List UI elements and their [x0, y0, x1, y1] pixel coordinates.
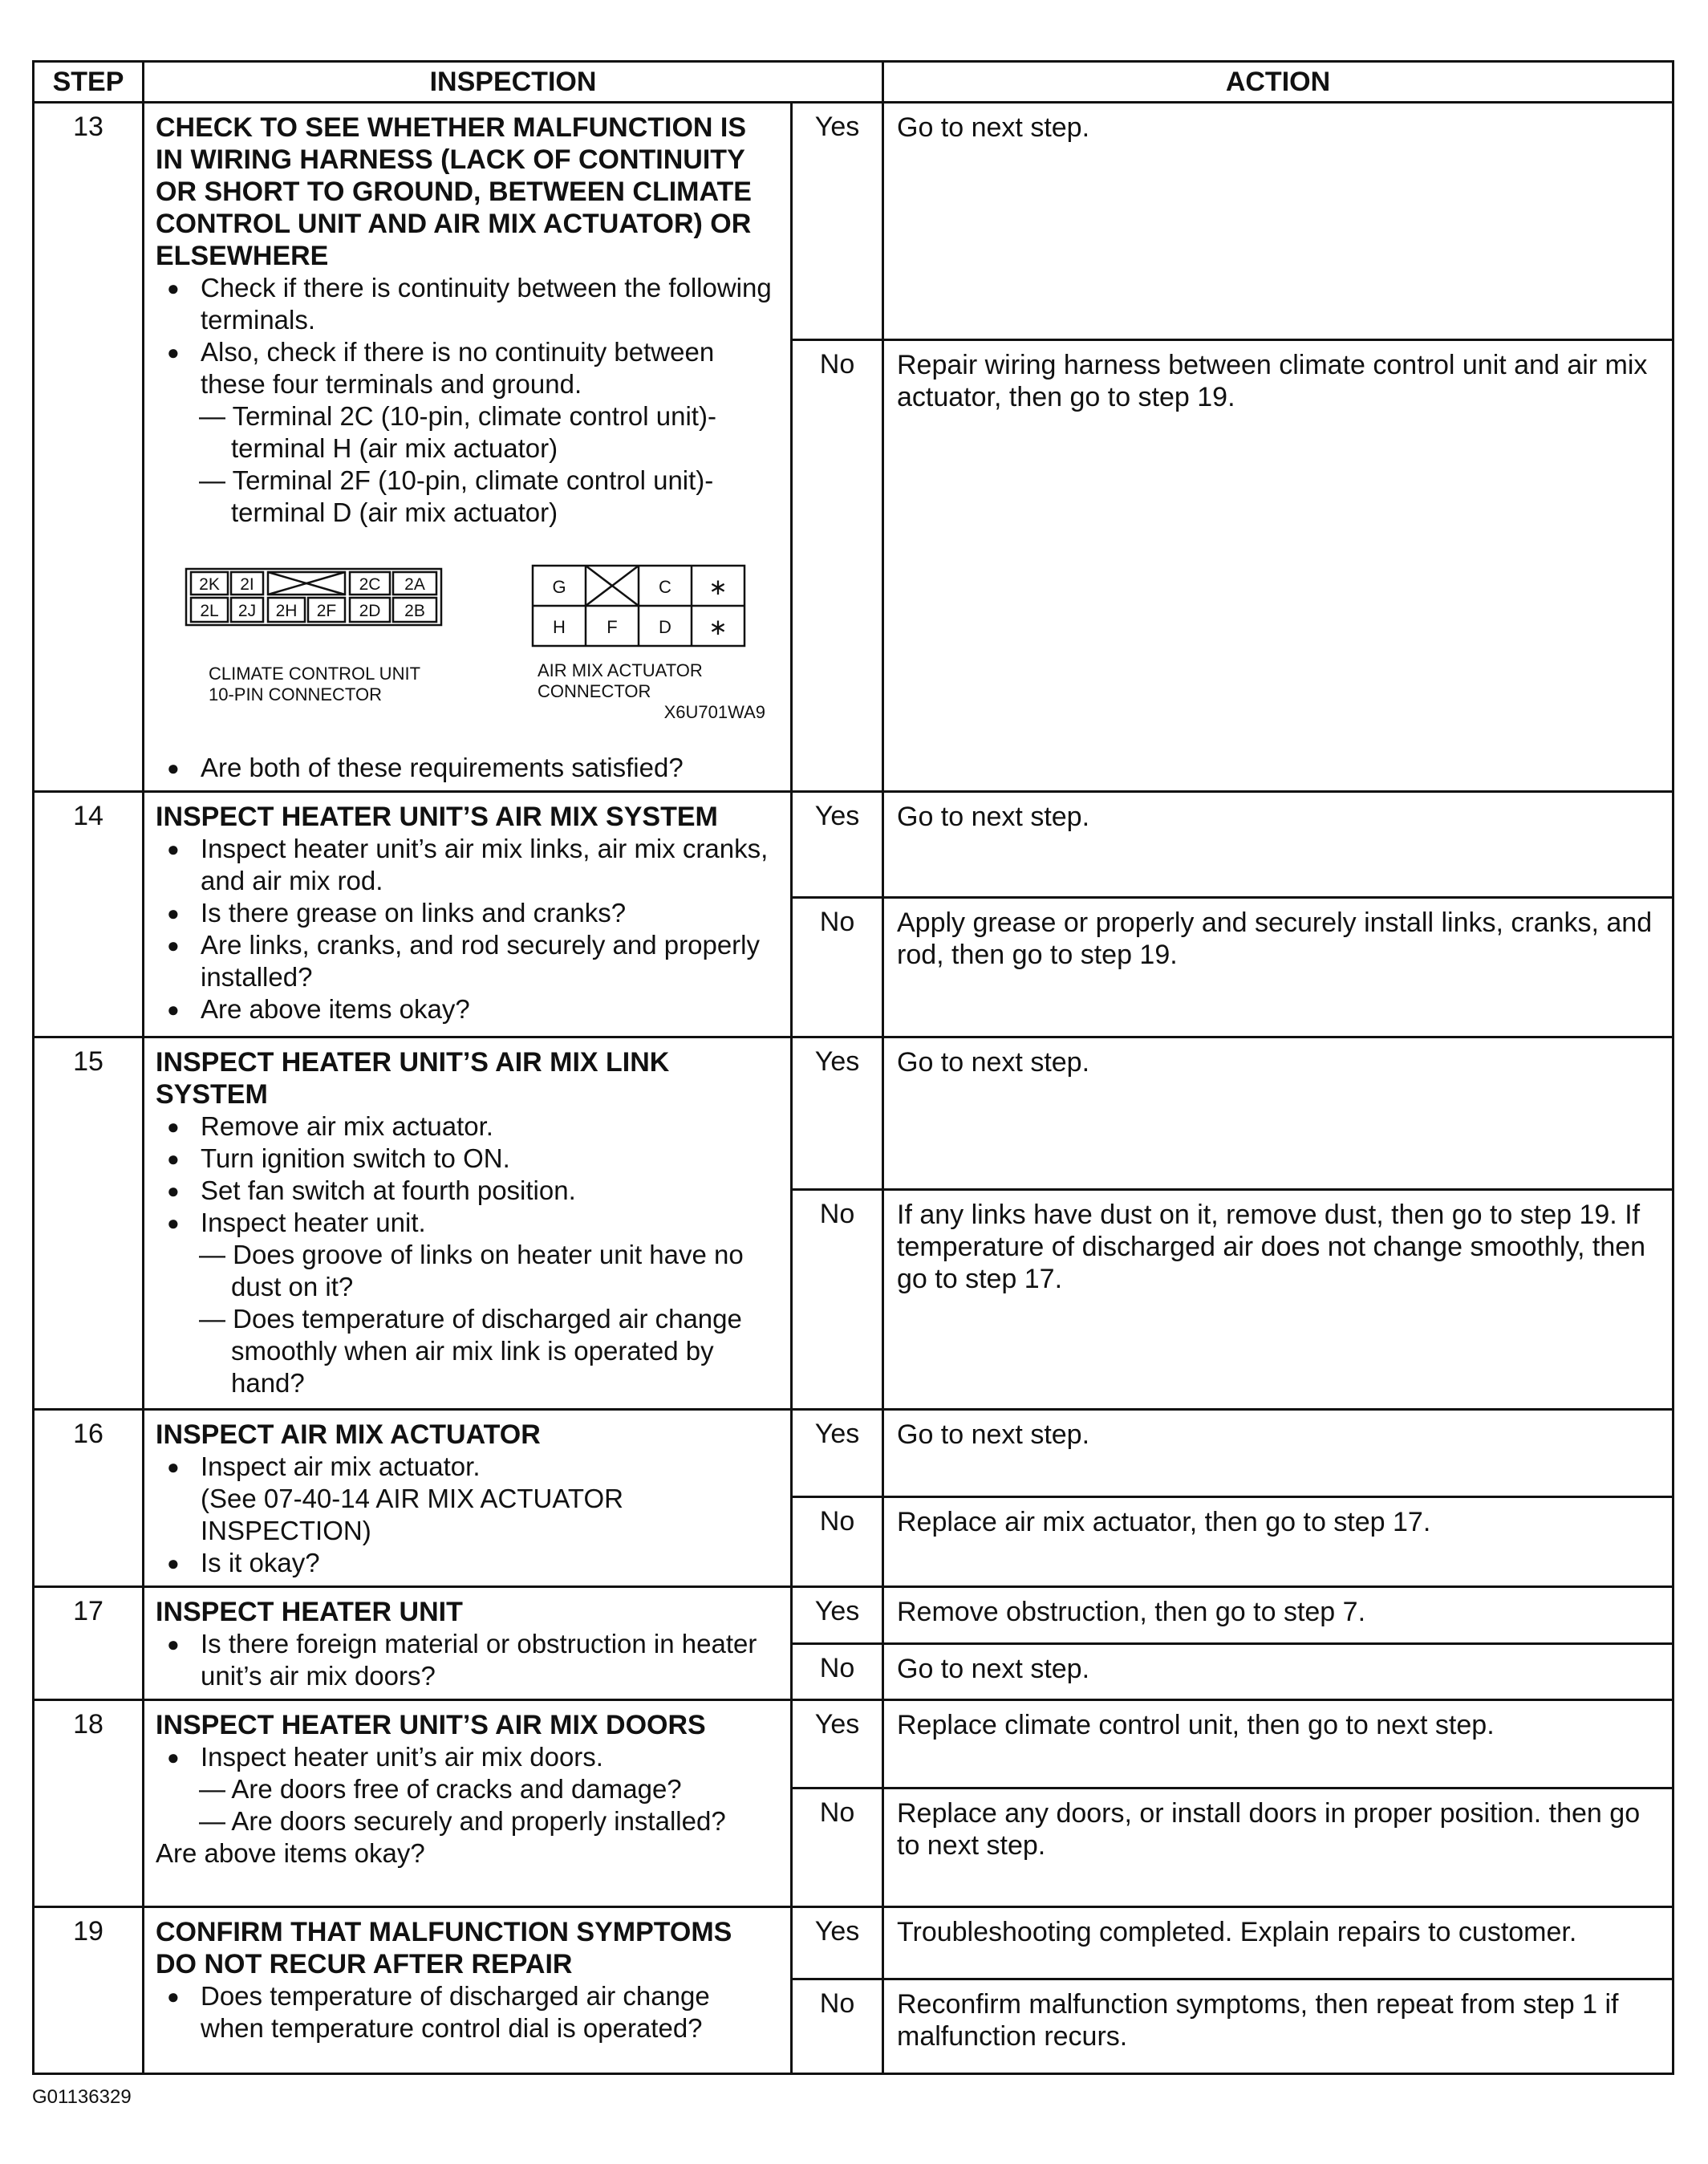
step-number: 17	[34, 1587, 144, 1700]
no-label: No	[792, 1979, 883, 2074]
step-number: 18	[34, 1700, 144, 1907]
sub-item: — Terminal 2F (10-pin, climate control unit)-terminal D (air mix actuator)	[199, 465, 714, 527]
pin-label: G	[552, 577, 566, 597]
pin-label: 2J	[237, 602, 257, 620]
no-action: Replace any doors, or install doors in proper position. then go to next step.	[883, 1788, 1674, 1907]
bullet-item: ● Inspect heater unit.	[156, 1207, 779, 1239]
yes-action: Troubleshooting completed. Explain repairs to customer.	[883, 1907, 1674, 1979]
table-row	[34, 1037, 1674, 1190]
table-row	[34, 792, 1674, 898]
no-action: Go to next step.	[883, 1643, 1674, 1700]
no-label: No	[792, 1190, 883, 1410]
inspection-cell	[144, 1410, 792, 1587]
table-row	[34, 1410, 1674, 1497]
inspection-title: INSPECT AIR MIX ACTUATOR	[156, 1419, 541, 1450]
bullet-item: ● Are both of these requirements satisfied?	[156, 752, 779, 784]
bullet-list	[156, 1628, 779, 1692]
document-code: G01136329	[32, 2086, 132, 2108]
bullet-item: ● Inspect heater unit’s air mix links, air mix cranks, and air mix rod.	[156, 833, 779, 897]
sub-item: — Does temperature of discharged air change smoothly when air mix link is operated by hand?	[199, 1304, 742, 1398]
yes-label: Yes	[792, 1907, 883, 1979]
pin-label: H	[553, 617, 566, 637]
step-number: 14	[34, 792, 144, 1037]
inspection-title: INSPECT HEATER UNIT’S AIR MIX SYSTEM	[156, 802, 718, 832]
inspection-cell	[144, 103, 792, 792]
yes-label: Yes	[792, 1037, 883, 1190]
step-number: 16	[34, 1410, 144, 1587]
inspection-cell	[144, 1700, 792, 1907]
table-row	[34, 1587, 1674, 1644]
no-label: No	[792, 1788, 883, 1907]
yes-action: Go to next step.	[883, 1037, 1674, 1190]
yes-action: Go to next step.	[883, 103, 1674, 340]
inspection-cell	[144, 1907, 792, 2074]
inspection-title: INSPECT HEATER UNIT	[156, 1597, 463, 1627]
pin-label: 2B	[404, 602, 425, 620]
inspection-title: INSPECT HEATER UNIT’S AIR MIX DOORS	[156, 1710, 706, 1740]
pin-label: 2D	[359, 602, 381, 620]
bullet-item: ● Inspect heater unit’s air mix doors.	[156, 1741, 779, 1773]
bullet-list	[156, 1980, 779, 2044]
table-row	[34, 1907, 1674, 1979]
yes-label: Yes	[792, 792, 883, 898]
step-number: 15	[34, 1037, 144, 1410]
inspection-cell	[144, 1587, 792, 1700]
pin-label: F	[607, 617, 618, 637]
no-action: Reconfirm malfunction symptoms, then repeat from step 1 if malfunction recurs.	[883, 1979, 1674, 2074]
yes-label: Yes	[792, 1700, 883, 1788]
no-action: Apply grease or properly and securely install links, cranks, and rod, then go to step 19.	[883, 898, 1674, 1037]
header-action: ACTION	[883, 62, 1674, 103]
climate-connector	[186, 569, 441, 625]
pin-label: D	[659, 617, 671, 637]
header-step: STEP	[34, 62, 144, 103]
bullet-item: ● Check if there is continuity between the following terminals.	[156, 272, 779, 336]
no-action: If any links have dust on it, remove dust, then go to step 19. If temperature of discharged air does not change smoothly, then go to step 17.	[883, 1190, 1674, 1410]
no-label: No	[792, 898, 883, 1037]
bullet-list	[156, 833, 779, 1025]
bullet-item: ● Turn ignition switch to ON.	[156, 1143, 779, 1175]
connector-drawing	[156, 535, 781, 752]
pin-label: 2F	[316, 602, 337, 620]
pin-label: ∗	[708, 615, 728, 639]
bullet-list	[156, 1110, 779, 1239]
climate-connector-label: CLIMATE CONTROL UNIT	[209, 664, 421, 684]
bullet-item: ● Remove air mix actuator.	[156, 1110, 779, 1143]
header-row	[34, 62, 1674, 103]
yes-action: Replace climate control unit, then go to next step.	[883, 1700, 1674, 1788]
step-number: 19	[34, 1907, 144, 2074]
bullet-list	[156, 272, 779, 400]
bullet-list	[156, 1741, 779, 1773]
no-label: No	[792, 339, 883, 792]
table-row	[34, 1700, 1674, 1788]
table-row	[34, 103, 1674, 340]
sub-item: — Terminal 2C (10-pin, climate control unit)-terminal H (air mix actuator)	[199, 401, 716, 463]
connector-diagram	[156, 535, 779, 752]
header-inspection: INSPECTION	[144, 62, 883, 103]
inspection-title: CONFIRM THAT MALFUNCTION SYMPTOMS DO NOT RECUR AFTER REPAIR	[156, 1917, 732, 1979]
inspection-cell	[144, 792, 792, 1037]
actuator-connector-label: AIR MIX ACTUATOR	[538, 660, 703, 680]
pin-label: ∗	[708, 574, 728, 599]
yes-action: Remove obstruction, then go to step 7.	[883, 1587, 1674, 1644]
bullet-item: ● Is it okay?	[156, 1547, 779, 1579]
sub-item: — Are doors securely and properly installed?	[199, 1806, 726, 1836]
pin-label: 2L	[200, 602, 219, 620]
troubleshooting-table	[32, 60, 1674, 2075]
bullet-item: ● Does temperature of discharged air change when temperature control dial is operated?	[156, 1980, 779, 2044]
bullet-text: Inspect air mix actuator.	[201, 1451, 481, 1481]
yes-action: Go to next step.	[883, 1410, 1674, 1497]
closing-question: Are above items okay?	[156, 1838, 425, 1868]
inspection-cell	[144, 1037, 792, 1410]
pin-label: C	[659, 577, 671, 597]
sub-item: — Are doors free of cracks and damage?	[199, 1774, 682, 1804]
climate-connector-label: 10-PIN CONNECTOR	[209, 684, 382, 704]
figure-code: X6U701WA9	[663, 702, 765, 722]
actuator-connector-label: CONNECTOR	[538, 681, 651, 701]
inspection-title: CHECK TO SEE WHETHER MALFUNCTION IS IN WIRING HARNESS (LACK OF CONTINUITY OR SHORT TO GROUND, BETWEEN CLIMATE CONTROL UNIT AND AIR MIX ACTUATOR) OR ELSEWHERE	[156, 112, 752, 271]
yes-label: Yes	[792, 1410, 883, 1497]
yes-label: Yes	[792, 1587, 883, 1644]
bullet-item: ● Are links, cranks, and rod securely and properly installed?	[156, 929, 779, 993]
bullet-list	[156, 752, 779, 784]
pin-label: 2A	[404, 575, 425, 594]
yes-action: Go to next step.	[883, 792, 1674, 898]
inspection-title: INSPECT HEATER UNIT’S AIR MIX LINK SYSTEM	[156, 1047, 670, 1110]
bullet-reference: (See 07-40-14 AIR MIX ACTUATOR INSPECTION)	[201, 1484, 623, 1545]
bullet-list	[156, 1451, 779, 1579]
sub-item: — Does groove of links on heater unit have no dust on it?	[199, 1240, 744, 1301]
bullet-item	[156, 1451, 779, 1547]
pin-label: 2I	[240, 575, 254, 594]
bullet-item: ● Is there foreign material or obstruction in heater unit’s air mix doors?	[156, 1628, 779, 1692]
no-label: No	[792, 1643, 883, 1700]
no-action: Repair wiring harness between climate control unit and air mix actuator, then go to step 19.	[883, 339, 1674, 792]
pin-label: 2C	[359, 575, 381, 594]
bullet-item: ● Is there grease on links and cranks?	[156, 897, 779, 929]
procedure-sheet	[32, 60, 1672, 2063]
no-action: Replace air mix actuator, then go to step 17.	[883, 1497, 1674, 1587]
yes-label: Yes	[792, 103, 883, 340]
step-number: 13	[34, 103, 144, 792]
bullet-item: ● Set fan switch at fourth position.	[156, 1175, 779, 1207]
pin-label: 2K	[199, 575, 220, 594]
no-label: No	[792, 1497, 883, 1587]
bullet-item: ● Are above items okay?	[156, 993, 779, 1025]
bullet-item: ● Also, check if there is no continuity between these four terminals and ground.	[156, 336, 779, 400]
pin-label: 2H	[275, 602, 298, 620]
